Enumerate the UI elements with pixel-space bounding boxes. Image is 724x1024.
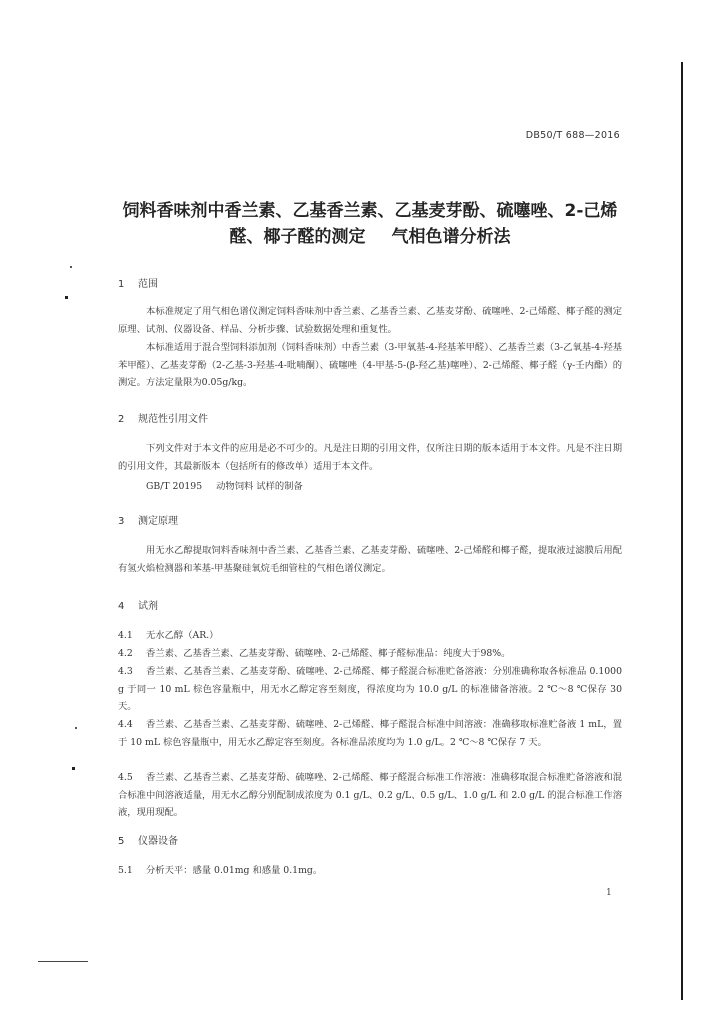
section-4-heading [118,597,158,612]
scan-speck [72,767,75,770]
section-3-heading [118,512,178,527]
clause-text: 香兰素、乙基香兰素、乙基麦芽酚、硫噻唑、2-己烯醛、椰子醛标准品：纯度大于98%。 [146,648,511,659]
section-number: 1 [118,279,125,290]
page-edge-line [681,62,683,1000]
clause-number: 4.1 [118,630,133,641]
clause-4-5 [118,769,622,822]
clause-number: 4.5 [118,772,133,783]
bottom-rule [38,961,88,962]
section-3-paragraph-1 [118,542,622,577]
section-title: 测定原理 [138,516,178,527]
clause-4-2 [118,645,622,663]
section-5-heading [118,832,178,847]
normative-reference [146,478,303,492]
paragraph-text: 本标准适用于混合型饲料添加剂（饲料香味剂）中香兰素（3-甲氧基-4-羟基苯甲醛）、乙基香兰素（3-乙氧基-4-羟基苯甲醛）、乙基麦芽酚（2-乙基-3-羟基-4-吡喃酮）、硫噻唑（4-甲基-5-(β-羟乙基)噻唑）、2-己烯醛、椰子醛（γ-壬内酯）的测定。方法定量限为0.05g/kg。 [118,342,622,389]
paragraph-text: 本标准规定了用气相色谱仪测定饲料香味剂中香兰素、乙基香兰素、乙基麦芽酚、硫噻唑、2-己烯醛、椰子醛的测定原理、试剂、仪器设备、样品、分析步骤、试验数据处理和重复性。 [118,306,622,335]
scan-speck [75,727,77,729]
section-number: 4 [118,601,125,612]
clause-5-1 [118,862,622,880]
scan-speck [65,296,68,299]
section-1-heading [118,275,158,290]
section-1-paragraph-1 [118,303,622,338]
title-line-2-part-2: 气相色谱分析法 [391,227,511,247]
section-number: 3 [118,516,125,527]
standard-code: DB50/T 688—2016 [525,130,620,141]
clause-text: 香兰素、乙基香兰素、乙基麦芽酚、硫噻唑、2-己烯醛、椰子醛混合标准工作溶液：准确移取混合标准贮备溶液和混合标准中间溶液适量，用无水乙醇分别配制成浓度为 0.1 g/L、0.2 g/L、0.5 g/L、1.0 g/L 和 2.0 g/L 的混合标准工作溶液，现用现配。 [118,772,622,819]
clause-text: 香兰素、乙基香兰素、乙基麦芽酚、硫噻唑、2-己烯醛、椰子醛混合标准贮备溶液：分别准确称取各标准品 0.1000 g 于同一 10 mL 棕色容量瓶中，用无水乙醇定容至刻度，得浓度均为 10.0 g/L 的标准储备溶液。2 ℃～8 ℃保存 30 天。 [118,666,622,713]
title-line-2-part-1: 醛、椰子醛的测定 [229,227,366,247]
clause-text: 无水乙醇（AR.） [146,630,219,641]
paragraph-text: 用无水乙醇提取饲料香味剂中香兰素、乙基香兰素、乙基麦芽酚、硫噻唑、2-己烯醛和椰子醛，提取液过滤膜后用配有氢火焰检测器和苯基-甲基聚硅氧烷毛细管柱的气相色谱仪测定。 [118,545,622,574]
section-number: 5 [118,836,125,847]
section-2-heading [118,410,208,425]
clause-text: 分析天平：感量 0.01mg 和感量 0.1mg。 [146,865,323,876]
section-title: 仪器设备 [138,836,178,847]
section-title: 试剂 [138,601,158,612]
document-title-line-2 [100,222,640,252]
paragraph-text: 下列文件对于本文件的应用是必不可少的。凡是注日期的引用文件，仅所注日期的版本适用于本文件。凡是不注日期的引用文件，其最新版本（包括所有的修改单）适用于本文件。 [118,443,622,472]
clause-4-4 [118,716,622,751]
section-title: 规范性引用文件 [138,414,208,425]
clause-4-3 [118,663,622,716]
clause-number: 5.1 [118,865,133,876]
page-number: 1 [606,888,612,898]
clause-number: 4.2 [118,648,133,659]
reference-code: GB/T 20195 [146,481,203,492]
scan-speck [70,266,72,268]
clause-number: 4.4 [118,719,133,730]
clause-text: 香兰素、乙基香兰素、乙基麦芽酚、硫噻唑、2-己烯醛、椰子醛混合标准中间溶液：准确移取标准贮备液 1 mL，置于 10 mL 棕色容量瓶中，用无水乙醇定容至刻度。各标准品浓度均为 1.0 g/L。2 ℃～8 ℃保存 7 天。 [118,719,622,748]
clause-number: 4.3 [118,666,133,677]
document-title-line-1: 饲料香味剂中香兰素、乙基香兰素、乙基麦芽酚、硫噻唑、2-己烯 [122,201,618,221]
section-number: 2 [118,414,125,425]
section-1-paragraph-2 [118,339,622,392]
reference-title: 动物饲料 试样的制备 [216,481,303,492]
section-title: 范围 [138,279,158,290]
section-2-paragraph-1 [118,440,622,475]
clause-4-1 [118,627,622,645]
